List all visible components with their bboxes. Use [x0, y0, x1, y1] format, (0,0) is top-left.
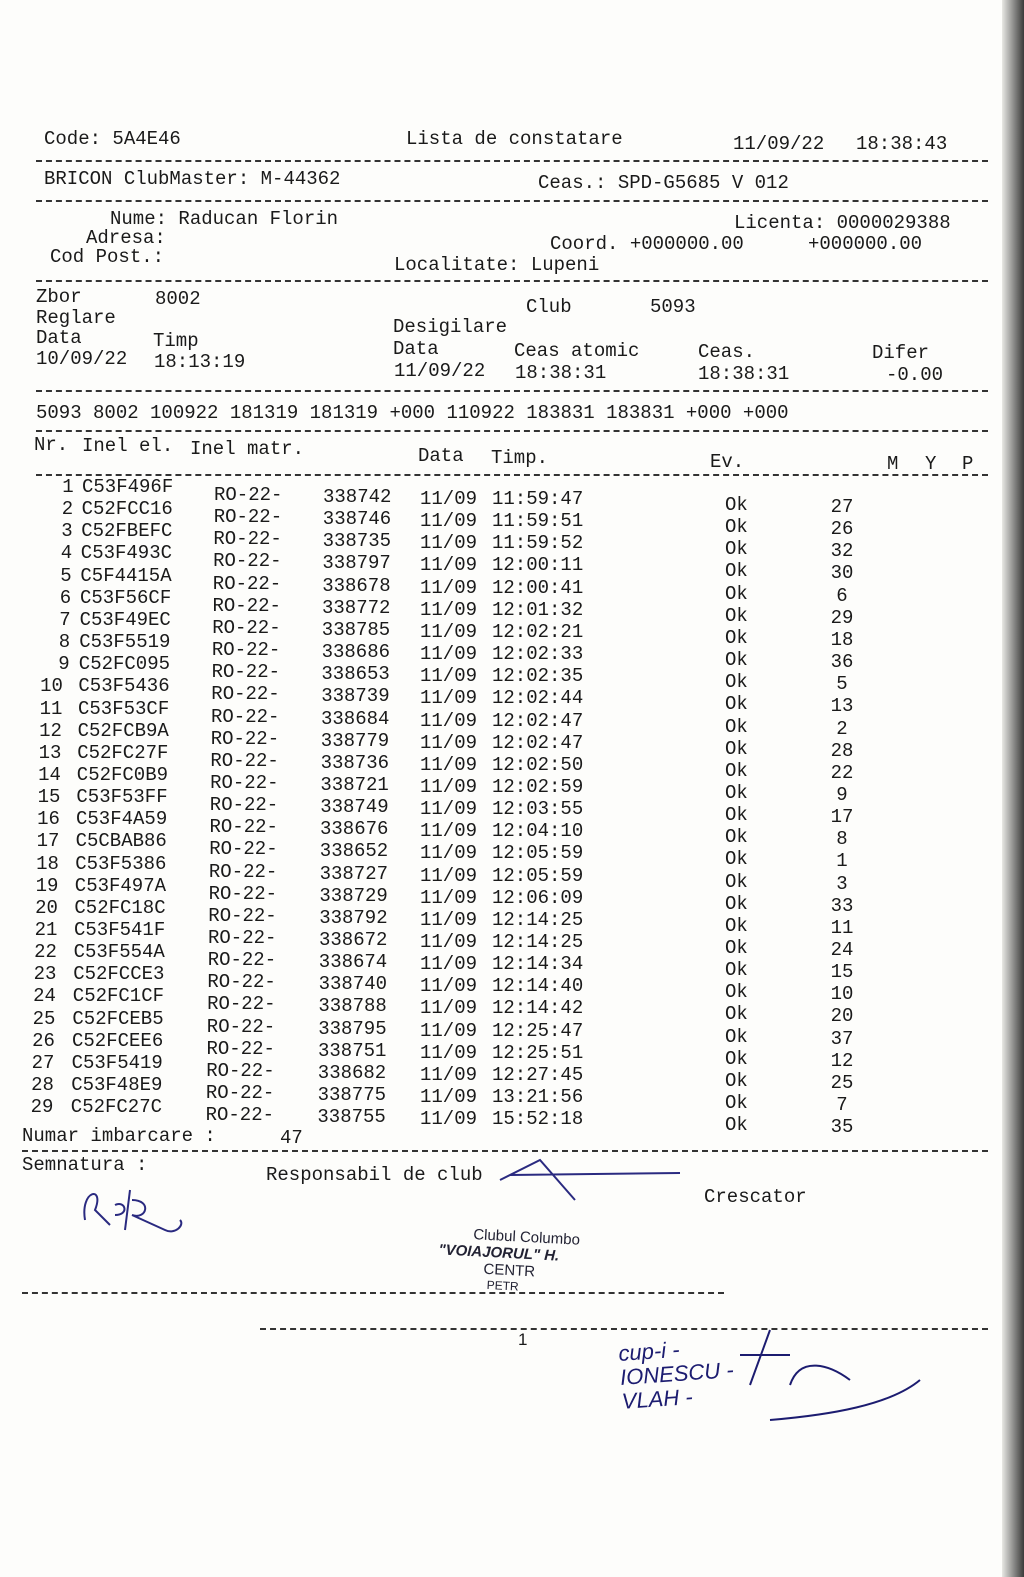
cell-pre: RO-22- — [206, 1015, 276, 1038]
cell-nr: 9 — [58, 653, 70, 676]
cell-timp: 12:02:50 — [492, 753, 584, 776]
cell-ev: Ok — [725, 959, 748, 982]
cell-timp: 12:00:11 — [492, 554, 584, 577]
cell-rank: 32 — [830, 540, 854, 563]
cell-ev: Ok — [725, 1025, 748, 1048]
cell-nr: 27 — [31, 1051, 55, 1074]
club-stamp: Clubul Columbo "VOIAJORUL" H. CENTR PETR — [438, 1226, 581, 1294]
cell-timp: 11:59:47 — [492, 488, 584, 510]
cell-matr: 338797 — [322, 552, 391, 575]
cell-ev: Ok — [725, 604, 748, 627]
page-number: 1 — [518, 1330, 528, 1349]
cell-nr: 17 — [36, 830, 60, 853]
cell-timp: 12:05:59 — [492, 842, 584, 865]
difer-label: Difer — [872, 342, 930, 364]
cell-el: C52FCEB5 — [72, 1007, 164, 1030]
cell-timp: 12:14:25 — [492, 931, 584, 953]
cell-ev: Ok — [725, 1069, 748, 1092]
cell-rank: 37 — [830, 1027, 854, 1050]
localitate: Localitate: Lupeni — [394, 254, 600, 276]
cell-pre: RO-22- — [208, 904, 277, 927]
cell-ev: Ok — [725, 1114, 748, 1137]
cell-pre: RO-22- — [210, 727, 280, 750]
cell-timp: 12:25:47 — [492, 1019, 584, 1042]
cell-data: 11/09 — [420, 643, 478, 666]
reglare-label: Reglare — [36, 307, 116, 329]
cell-pre: RO-22- — [212, 594, 281, 617]
cell-ev: Ok — [725, 826, 748, 849]
cell-ev: Ok — [725, 582, 748, 605]
cell-rank: 17 — [830, 806, 854, 829]
cell-ev: Ok — [725, 626, 748, 649]
cell-el: C52FBEFC — [81, 520, 173, 543]
cell-pre: RO-22- — [207, 949, 277, 972]
cell-matr: 338686 — [321, 641, 391, 664]
cell-pre: RO-22- — [214, 484, 283, 506]
cell-nr: 23 — [33, 963, 57, 986]
cell-matr: 338785 — [321, 618, 391, 641]
cell-pre: RO-22- — [211, 705, 280, 728]
cell-matr: 338672 — [319, 929, 388, 951]
cell-el: C52FC18C — [74, 896, 166, 919]
cell-pre: RO-22- — [205, 1104, 275, 1127]
cell-rank: 13 — [830, 695, 854, 718]
cell-rank: 22 — [830, 761, 854, 784]
cell-nr: 16 — [37, 808, 60, 831]
cell-nr: 14 — [38, 763, 61, 786]
cell-data: 11/09 — [420, 510, 478, 533]
cell-timp: 12:02:35 — [492, 665, 584, 688]
handwritten-notes: cup-i - IONESCU - VLAH - — [617, 1336, 735, 1414]
cell-pre: RO-22- — [211, 639, 281, 662]
cell-timp: 12:02:59 — [492, 775, 584, 798]
cell-matr: 338792 — [319, 906, 388, 929]
cell-data: 11/09 — [420, 731, 478, 754]
cell-rank: 18 — [830, 628, 854, 651]
cell-rank: 1 — [836, 850, 848, 873]
cell-data: 11/09 — [420, 842, 478, 865]
cell-rank: 29 — [830, 606, 854, 629]
cell-pre: RO-22- — [208, 882, 278, 905]
cell-el: C5CBAB86 — [75, 830, 167, 853]
cell-matr: 338739 — [321, 685, 390, 708]
cell-rank: 36 — [830, 651, 854, 674]
coord2: +000000.00 — [808, 233, 923, 255]
cell-nr: 3 — [61, 520, 73, 543]
cell-ev: Ok — [725, 1092, 748, 1115]
cell-matr: 338795 — [318, 1017, 387, 1040]
cell-rank: 27 — [830, 496, 854, 518]
cell-nr: 24 — [33, 985, 56, 1008]
cell-matr: 338676 — [320, 818, 389, 841]
col-inel-matr: Inel matr. — [190, 438, 305, 460]
ceas-atomic-label: Ceas atomic — [514, 340, 640, 362]
semnatura-label: Semnatura : — [22, 1154, 148, 1176]
document-title: Lista de constatare — [406, 128, 623, 150]
divider — [36, 430, 988, 432]
cell-timp: 15:52:18 — [492, 1108, 584, 1131]
cell-el: C53F496F — [82, 476, 174, 498]
cell-ev: Ok — [725, 781, 748, 804]
cell-ev: Ok — [725, 649, 748, 672]
cell-el: C5F4415A — [80, 564, 172, 587]
ceas-atomic: 18:38:31 — [515, 362, 607, 384]
cell-matr: 338775 — [317, 1084, 387, 1107]
cell-ev: Ok — [725, 560, 748, 583]
cell-matr: 338684 — [321, 707, 390, 730]
cell-pre: RO-22- — [213, 528, 282, 551]
cell-data: 11/09 — [420, 709, 478, 732]
cell-rank: 30 — [830, 562, 854, 585]
divider — [22, 1150, 988, 1152]
cell-ev: Ok — [725, 848, 748, 871]
cell-pre: RO-22- — [211, 683, 280, 706]
cell-data: 11/09 — [420, 488, 478, 510]
cell-nr: 4 — [60, 542, 73, 565]
cell-rank: 15 — [830, 961, 854, 984]
cell-nr: 1 — [62, 476, 74, 498]
cell-timp: 12:01:32 — [492, 598, 584, 621]
cell-el: C53F541F — [74, 919, 166, 941]
divider — [36, 200, 988, 202]
cell-data: 11/09 — [420, 554, 478, 577]
cell-nr: 19 — [35, 874, 59, 897]
cell-data: 11/09 — [420, 820, 478, 843]
cell-ev: Ok — [725, 759, 748, 782]
cell-ev: Ok — [725, 715, 748, 738]
cell-rank: 33 — [830, 894, 854, 917]
cell-nr: 15 — [37, 786, 61, 809]
cell-ev: Ok — [725, 804, 748, 827]
cell-pre: RO-22- — [212, 616, 281, 639]
cell-ev: Ok — [725, 937, 748, 959]
cell-el: C52FC095 — [78, 653, 171, 676]
cell-pre: RO-22- — [209, 794, 279, 817]
cell-pre: RO-22- — [205, 1082, 275, 1105]
cell-matr: 338653 — [321, 663, 390, 686]
cell-timp: 13:21:56 — [492, 1086, 584, 1109]
cell-matr: 338779 — [320, 729, 390, 752]
reglare-timp-label: Timp — [153, 330, 199, 352]
divider — [22, 1292, 724, 1294]
cell-el: C53F4A59 — [76, 808, 168, 831]
cell-ev: Ok — [725, 892, 748, 915]
cell-pre: RO-22- — [211, 661, 281, 684]
cell-ev: Ok — [725, 693, 748, 716]
col-m: M — [887, 453, 899, 475]
cell-matr: 338736 — [320, 751, 390, 774]
cell-data: 11/09 — [420, 798, 478, 821]
divider — [36, 474, 988, 476]
cell-data: 11/09 — [420, 598, 478, 621]
col-nr: Nr. — [34, 434, 69, 456]
cell-matr: 338652 — [319, 840, 389, 863]
cell-rank: 2 — [836, 717, 848, 740]
cell-data: 11/09 — [420, 1041, 478, 1064]
adresa: Adresa: — [86, 227, 166, 249]
cell-el: C52FCB9A — [77, 719, 169, 742]
reglare-data: 10/09/22 — [36, 348, 128, 370]
cell-nr: 8 — [58, 631, 71, 654]
signature — [70, 1180, 190, 1250]
cell-timp: 12:05:59 — [492, 864, 584, 887]
cell-el: C52FC0B9 — [76, 763, 169, 786]
cell-rank: 12 — [830, 1049, 854, 1072]
cell-matr: 338735 — [322, 530, 392, 553]
cell-ev: Ok — [725, 1047, 748, 1070]
cell-nr: 29 — [30, 1096, 54, 1119]
summary-line: 5093 8002 100922 181319 181319 +000 110922 183831 183831 +000 +000 — [36, 402, 789, 424]
header-date: 11/09/22 — [733, 133, 825, 155]
cell-data: 11/09 — [420, 1086, 478, 1109]
cell-rank: 8 — [836, 828, 848, 851]
desigilare-data-label: Data — [393, 338, 439, 360]
cell-el: C52FCC16 — [81, 498, 173, 521]
cell-el: C52FCCE3 — [73, 963, 165, 986]
handwritten-signatures — [730, 1325, 930, 1425]
code: Code: 5A4E46 — [44, 128, 181, 150]
cell-rank: 28 — [830, 739, 854, 762]
cell-el: C53F5419 — [71, 1051, 163, 1074]
col-y: Y — [925, 453, 937, 475]
cell-el: C53F5519 — [79, 631, 171, 654]
cell-rank: 35 — [830, 1116, 854, 1139]
club-label: Club — [526, 296, 572, 318]
cell-timp: 12:14:42 — [492, 997, 584, 1020]
cell-nr: 10 — [40, 675, 63, 698]
cell-pre: RO-22- — [209, 838, 278, 861]
cell-timp: 12:02:33 — [492, 643, 584, 666]
cell-data: 11/09 — [420, 1063, 478, 1086]
clubmaster: BRICON ClubMaster: M-44362 — [44, 168, 341, 190]
cod-post: Cod Post.: — [50, 246, 165, 268]
cell-timp: 12:02:44 — [492, 687, 584, 710]
cell-ev: Ok — [725, 737, 748, 760]
cell-nr: 26 — [32, 1029, 55, 1052]
cell-timp: 12:06:09 — [492, 886, 584, 909]
cell-pre: RO-22- — [213, 550, 282, 573]
cell-pre: RO-22- — [206, 1037, 275, 1060]
cell-matr: 338740 — [318, 973, 388, 996]
cell-pre: RO-22- — [213, 506, 283, 529]
owner-name: Nume: Raducan Florin — [110, 208, 339, 230]
divider — [36, 390, 988, 392]
cell-data: 11/09 — [420, 931, 478, 953]
cell-timp: 12:04:10 — [492, 820, 584, 843]
cell-rank: 9 — [836, 783, 848, 806]
cell-el: C53F53CF — [78, 697, 170, 720]
responsabil-label: Responsabil de club — [266, 1164, 483, 1186]
cell-timp: 12:00:41 — [492, 576, 584, 599]
cell-matr: 338746 — [322, 508, 392, 531]
cell-rank: 6 — [836, 584, 848, 607]
cell-pre: RO-22- — [212, 572, 282, 595]
cell-el: C53F56CF — [80, 586, 172, 609]
cell-data: 11/09 — [420, 997, 478, 1020]
divider — [36, 280, 988, 282]
header-time: 18:38:43 — [856, 133, 948, 155]
club-signature — [480, 1155, 700, 1205]
zbor-label: Zbor — [36, 286, 82, 308]
cell-timp: 12:14:34 — [492, 953, 584, 976]
cell-data: 11/09 — [420, 576, 478, 599]
ceas-id: Ceas.: SPD-G5685 V 012 — [538, 172, 789, 194]
cell-data: 11/09 — [420, 665, 478, 688]
cell-nr: 6 — [59, 586, 72, 609]
cell-el: C52FC27F — [77, 741, 169, 764]
col-timp: Timp. — [491, 447, 549, 469]
cell-timp: 12:02:21 — [492, 620, 584, 643]
licenta: Licenta: 0000029388 — [734, 212, 951, 234]
cell-ev: Ok — [725, 538, 748, 561]
zbor-value: 8002 — [155, 288, 201, 310]
cell-data: 11/09 — [420, 953, 478, 976]
cell-timp: 12:25:51 — [492, 1041, 584, 1064]
cell-data: 11/09 — [420, 532, 478, 555]
cell-el: C52FCEE6 — [72, 1029, 164, 1052]
cell-ev: Ok — [725, 1003, 748, 1026]
cell-matr: 338727 — [319, 862, 389, 885]
cell-matr: 338729 — [319, 884, 388, 907]
cell-timp: 12:14:40 — [492, 975, 584, 998]
cell-matr: 338742 — [323, 486, 392, 508]
cell-data: 11/09 — [420, 886, 478, 909]
cell-pre: RO-22- — [207, 971, 276, 994]
cell-pre: RO-22- — [210, 771, 279, 794]
cell-timp: 12:27:45 — [492, 1063, 584, 1086]
cell-nr: 13 — [38, 741, 62, 764]
reglare-data-label: Data — [36, 327, 82, 349]
cell-data: 11/09 — [420, 753, 478, 776]
cell-ev: Ok — [725, 494, 748, 516]
cell-matr: 338721 — [320, 773, 389, 796]
cell-el: C52FC1CF — [72, 985, 165, 1008]
cell-data: 11/09 — [420, 620, 478, 643]
cell-nr: 25 — [32, 1007, 56, 1030]
coord: Coord. +000000.00 — [550, 233, 744, 255]
cell-matr: 338674 — [318, 951, 388, 974]
cell-nr: 11 — [39, 697, 63, 720]
cell-ev: Ok — [725, 671, 748, 694]
cell-nr: 18 — [36, 852, 59, 875]
numar-imbarcare: 47 — [280, 1127, 303, 1149]
club-value: 5093 — [650, 296, 696, 318]
cell-data: 11/09 — [420, 975, 478, 998]
cell-matr: 338755 — [317, 1106, 386, 1129]
cell-matr: 338788 — [318, 995, 387, 1018]
cell-nr: 20 — [35, 896, 58, 919]
cell-nr: 21 — [34, 919, 58, 941]
cell-nr: 22 — [34, 941, 57, 964]
cell-pre: RO-22- — [208, 927, 277, 949]
divider — [36, 160, 988, 162]
ceas-value: 18:38:31 — [698, 363, 790, 385]
cell-pre: RO-22- — [208, 860, 278, 883]
cell-pre: RO-22- — [210, 749, 279, 772]
crescator-label: Crescator — [704, 1186, 807, 1208]
cell-nr: 5 — [60, 564, 72, 587]
difer-value: -0.00 — [886, 364, 944, 386]
cell-timp: 11:59:51 — [492, 510, 584, 533]
cell-rank: 3 — [836, 872, 848, 895]
cell-rank: 10 — [830, 983, 854, 1006]
cell-rank: 25 — [830, 1071, 854, 1094]
cell-pre: RO-22- — [207, 993, 276, 1016]
cell-data: 11/09 — [420, 864, 478, 887]
cell-timp: 12:14:25 — [492, 908, 584, 931]
cell-matr: 338751 — [318, 1039, 387, 1062]
cell-ev: Ok — [725, 981, 748, 1004]
cell-el: C53F53FF — [76, 786, 168, 809]
cell-rank: 24 — [830, 939, 854, 961]
cell-rank: 7 — [836, 1094, 848, 1117]
cell-timp: 12:02:47 — [492, 731, 584, 754]
reglare-timp: 18:13:19 — [154, 351, 246, 373]
cell-data: 11/09 — [420, 687, 478, 710]
cell-matr: 338678 — [322, 574, 391, 597]
cell-rank: 26 — [830, 518, 854, 541]
cell-matr: 338749 — [320, 796, 389, 819]
cell-el: C53F5436 — [78, 675, 170, 698]
cell-nr: 12 — [39, 719, 62, 742]
cell-data: 11/09 — [420, 1019, 478, 1042]
cell-el: C53F497A — [74, 874, 167, 897]
cell-el: C53F493C — [80, 542, 173, 565]
cell-data: 11/09 — [420, 775, 478, 798]
cell-matr: 338772 — [322, 596, 391, 619]
cell-el: C53F5386 — [75, 852, 167, 875]
cell-el: C53F49EC — [79, 608, 171, 631]
cell-rank: 20 — [830, 1005, 854, 1028]
cell-nr: 7 — [59, 608, 71, 631]
col-inel-el: Inel el. — [82, 435, 174, 457]
col-ev: Ev. — [710, 451, 745, 473]
cell-pre: RO-22- — [209, 816, 278, 839]
cell-ev: Ok — [725, 516, 748, 539]
desigilare-label: Desigilare — [393, 316, 508, 338]
cell-pre: RO-22- — [206, 1059, 275, 1082]
cell-data: 11/09 — [420, 908, 478, 931]
cell-el: C52FC27C — [70, 1096, 163, 1119]
cell-rank: 5 — [836, 673, 848, 696]
numar-imbarcare-label: Numar imbarcare : — [22, 1125, 216, 1147]
desigilare-data: 11/09/22 — [394, 360, 486, 382]
cell-el: C53F48E9 — [71, 1074, 163, 1097]
cell-matr: 338682 — [317, 1061, 387, 1084]
cell-ev: Ok — [725, 870, 748, 893]
cell-timp: 12:02:47 — [492, 709, 584, 732]
cell-data: 11/09 — [420, 1108, 478, 1131]
col-p: P — [962, 453, 974, 475]
cell-el: C53F554A — [73, 941, 165, 964]
cell-nr: 28 — [31, 1074, 54, 1097]
ceas-label: Ceas. — [698, 341, 756, 363]
cell-timp: 11:59:52 — [492, 532, 584, 555]
cell-ev: Ok — [725, 914, 748, 937]
cell-rank: 11 — [830, 916, 854, 939]
col-data: Data — [418, 445, 464, 467]
cell-nr: 2 — [61, 498, 74, 521]
cell-timp: 12:03:55 — [492, 798, 584, 821]
